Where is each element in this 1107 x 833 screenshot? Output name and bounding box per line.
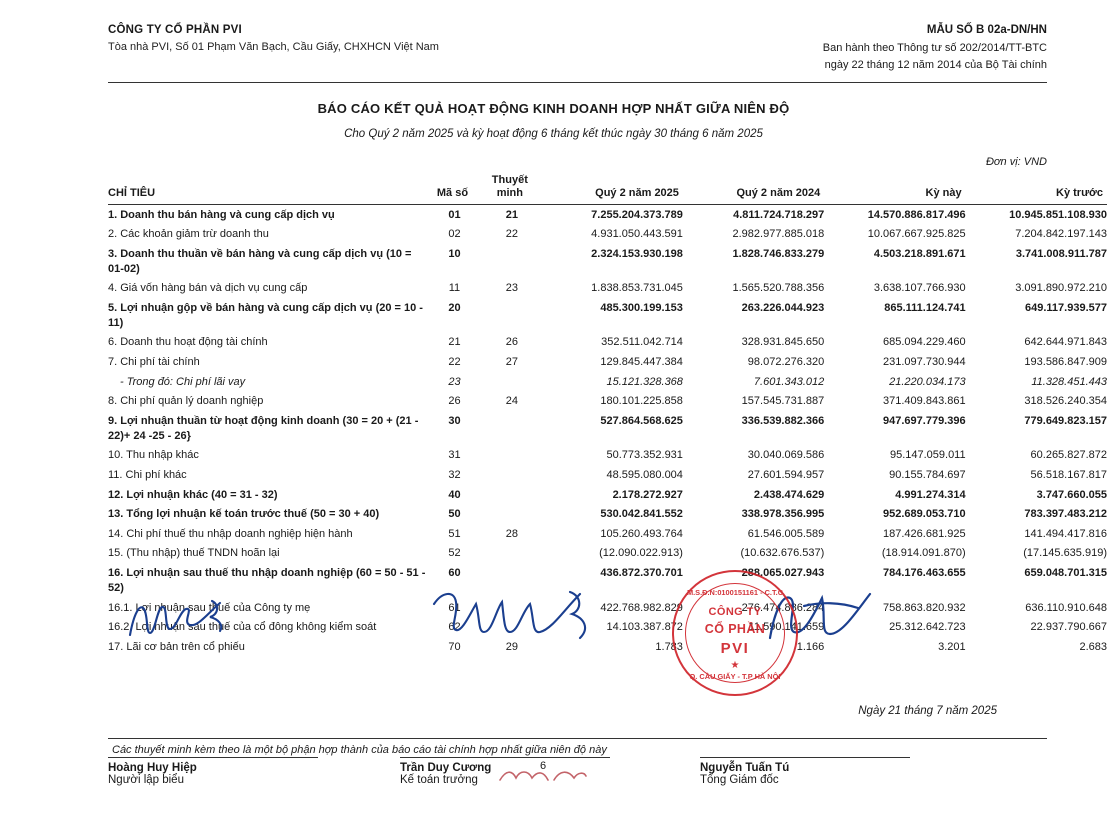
row-value-prior-period: 636.110.910.648 — [1025, 601, 1107, 614]
row-code: 01 — [448, 208, 461, 221]
form-code: MẪU SỐ B 02a-DN/HN — [926, 24, 1047, 36]
row-label: 13. Tổng lợi nhuận kế toán trước thuế (50 = 30 + 40) — [108, 508, 380, 521]
col-header-label: CHỈ TIÊU — [108, 172, 427, 205]
income-statement-table — [108, 172, 1107, 657]
page-title: BÁO CÁO KẾT QUẢ HOẠT ĐỘNG KINH DOANH HỢP NHẤT GIỮA NIÊN ĐỘ — [317, 100, 790, 116]
table-row — [108, 446, 1107, 466]
seal-line-1: CÔNG TY — [708, 606, 762, 618]
row-value-q2-2025: 7.255.204.373.789 — [591, 208, 683, 221]
table-row — [108, 618, 1107, 638]
row-value-current-period: 3.201 — [938, 640, 966, 653]
row-value-q2-2024: 2.982.977.885.018 — [732, 228, 825, 241]
table-row — [108, 279, 1107, 299]
row-label: 8. Chi phí quản lý doanh nghiệp — [108, 395, 264, 408]
row-value-q2-2025: 180.101.225.858 — [600, 395, 683, 408]
col-header-note-line1: Thuyết — [491, 173, 528, 186]
row-note — [482, 372, 542, 392]
row-note: 29 — [505, 640, 518, 653]
row-value-current-period: 231.097.730.944 — [883, 356, 966, 369]
row-value-q2-2025: 129.845.447.384 — [600, 356, 683, 369]
row-value-current-period: 4.503.218.891.671 — [873, 247, 966, 260]
row-value-prior-period: 783.397.483.212 — [1024, 508, 1107, 521]
row-value-q2-2024: 2.438.474.629 — [753, 488, 825, 501]
table-row — [108, 485, 1107, 505]
row-value-prior-period: 7.204.842.197.143 — [1015, 228, 1107, 241]
table-row — [108, 299, 1107, 333]
row-note — [482, 505, 542, 525]
signature-block-ceo — [700, 757, 910, 786]
row-label: 10. Thu nhập khác — [108, 449, 199, 462]
row-label: 17. Lãi cơ bản trên cổ phiếu — [108, 640, 245, 653]
row-value-prior-period: 779.649.823.157 — [1024, 414, 1107, 427]
row-value-q2-2025: 485.300.199.153 — [600, 301, 683, 314]
signature-block-preparer — [108, 757, 318, 786]
row-value-q2-2025: 1.783 — [655, 640, 683, 653]
row-code: 23 — [448, 375, 461, 388]
row-value-prior-period: 642.644.971.843 — [1024, 336, 1107, 349]
row-note: 23 — [505, 282, 518, 295]
col-header-code: Mã số — [427, 172, 482, 205]
table-row — [108, 412, 1107, 446]
row-value-q2-2024: 27.601.594.957 — [747, 468, 825, 481]
row-label: 16.1. Lợi nhuận sau thuế của Công ty mẹ — [108, 601, 311, 614]
issued-line-1: Ban hành theo Thông tư số 202/2014/TT-BTC — [822, 41, 1047, 54]
footer-divider — [108, 738, 1047, 739]
row-label: 16.2. Lợi nhuận sau thuế của cổ đông không kiểm soát — [108, 621, 377, 634]
row-value-current-period: 947.697.779.396 — [883, 414, 966, 427]
row-value-q2-2025: 50.773.352.931 — [606, 449, 683, 462]
row-value-prior-period: 193.586.847.909 — [1024, 356, 1107, 369]
row-value-q2-2025: (12.090.022.913) — [599, 547, 683, 560]
row-value-prior-period: 11.328.451.443 — [1031, 375, 1107, 388]
row-label: 2. Các khoản giảm trừ doanh thu — [108, 228, 269, 241]
row-note — [482, 412, 542, 446]
row-value-current-period: 952.689.053.710 — [883, 508, 966, 521]
row-value-q2-2024: 157.545.731.887 — [741, 395, 825, 408]
header-left — [108, 22, 439, 56]
row-note: 21 — [505, 208, 518, 221]
row-value-prior-period: 649.117.939.577 — [1025, 301, 1107, 314]
row-value-prior-period: 60.265.827.872 — [1030, 449, 1107, 462]
row-value-current-period: 865.111.124.741 — [884, 301, 966, 314]
row-value-prior-period: 22.937.790.667 — [1030, 621, 1107, 634]
company-address: Tòa nhà PVI, Số 01 Phạm Văn Bạch, Cầu Giấy, CHXHCN Việt Nam — [108, 41, 439, 54]
row-value-prior-period: 3.741.008.911.787 — [1015, 247, 1107, 260]
row-value-current-period: 21.220.034.173 — [889, 375, 966, 388]
row-label: 4. Giá vốn hàng bán và dịch vụ cung cấp — [108, 282, 308, 295]
table-row — [108, 544, 1107, 564]
row-value-current-period: 187.426.681.925 — [883, 527, 966, 540]
signer-role: Tổng Giám đốc — [700, 774, 779, 787]
table-row — [108, 353, 1107, 373]
row-value-current-period: 25.312.642.723 — [889, 621, 966, 634]
table-row — [108, 466, 1107, 486]
row-label: 16. Lợi nhuận sau thuế thu nhập doanh nghiệp (60 = 50 - 51 - 52) — [108, 567, 426, 594]
row-value-q2-2024: 263.226.044.923 — [741, 301, 825, 314]
row-code: 02 — [448, 228, 461, 241]
row-value-current-period: 758.863.820.932 — [883, 601, 966, 614]
row-note: 22 — [505, 228, 518, 241]
page-number: 6 — [540, 760, 547, 772]
row-value-q2-2024: 1.565.520.788.356 — [732, 282, 825, 295]
row-value-current-period: 784.176.463.655 — [883, 567, 966, 580]
signer-name: Hoàng Huy Hiệp — [108, 762, 197, 775]
issued-line-2: ngày 22 tháng 12 năm 2014 của Bộ Tài chính — [824, 58, 1047, 71]
row-note — [482, 544, 542, 564]
row-label: 14. Chi phí thuế thu nhập doanh nghiệp hiện hành — [108, 527, 353, 540]
row-value-prior-period: 3.747.660.055 — [1036, 488, 1107, 501]
row-value-q2-2024: 336.539.882.366 — [741, 414, 825, 427]
signer-role: Kế toán trưởng — [400, 774, 478, 787]
page-subtitle: Cho Quý 2 năm 2025 và kỳ hoạt động 6 tháng kết thúc ngày 30 tháng 6 năm 2025 — [344, 127, 763, 140]
row-note — [482, 244, 542, 278]
row-value-q2-2024: 1.166 — [796, 640, 825, 653]
table-row — [108, 637, 1107, 657]
row-note — [482, 299, 542, 333]
signing-date: Ngày 21 tháng 7 năm 2025 — [858, 705, 997, 717]
row-value-current-period: 4.991.274.314 — [895, 488, 966, 501]
table-row — [108, 524, 1107, 544]
row-value-q2-2024: 276.474.886.284 — [741, 601, 825, 614]
row-value-q2-2025: 1.838.853.731.045 — [591, 282, 683, 295]
table-row — [108, 392, 1107, 412]
table-row — [108, 372, 1107, 392]
row-code: 52 — [448, 547, 461, 560]
company-name: CÔNG TY CỔ PHẦN PVI — [108, 24, 242, 36]
row-note: 28 — [505, 527, 518, 540]
row-code: 26 — [448, 395, 461, 408]
row-value-q2-2024: 1.828.746.833.279 — [732, 247, 825, 260]
row-value-q2-2024: 98.072.276.320 — [747, 356, 825, 369]
row-note: 24 — [505, 395, 518, 408]
header-right — [823, 22, 1047, 74]
row-note: 26 — [505, 336, 518, 349]
row-label: - Trong đó: Chi phí lãi vay — [120, 375, 246, 388]
row-label: 7. Chi phí tài chính — [108, 356, 200, 369]
col-header-current-period: Kỳ này — [824, 172, 965, 205]
row-value-q2-2024: 11.590.141.659 — [748, 621, 825, 634]
row-value-q2-2025: 352.511.042.714 — [601, 336, 683, 349]
row-code: 40 — [448, 488, 461, 501]
row-value-prior-period: 2.683 — [1079, 640, 1107, 653]
signature-line — [400, 757, 610, 758]
row-value-q2-2024: 338.978.356.995 — [741, 508, 825, 521]
row-value-q2-2025: 436.872.370.701 — [600, 567, 683, 580]
document-header — [0, 0, 1107, 74]
row-value-q2-2025: 15.121.328.368 — [606, 375, 683, 388]
bottom-ink-mark — [498, 768, 588, 785]
row-value-q2-2025: 4.931.050.443.591 — [591, 228, 683, 241]
row-value-q2-2024: 328.931.845.650 — [741, 336, 825, 349]
seal-arc-bottom-text: Q. CẦU GIẤY - T.P HÀ NỘI — [689, 672, 781, 681]
row-value-prior-period: (17.145.635.919) — [1023, 547, 1107, 560]
table-row — [108, 564, 1107, 598]
row-value-current-period: 95.147.059.011 — [889, 449, 966, 462]
row-value-q2-2025: 422.768.982.829 — [600, 601, 683, 614]
row-label: 6. Doanh thu hoạt động tài chính — [108, 336, 268, 349]
signer-name: Nguyễn Tuấn Tú — [700, 762, 790, 775]
row-value-q2-2025: 527.864.568.625 — [600, 414, 683, 427]
row-label: 15. (Thu nhập) thuế TNDN hoãn lại — [108, 547, 280, 560]
row-code: 31 — [448, 449, 461, 462]
col-header-note-line2: minh — [496, 186, 523, 199]
col-header-q2-2025: Quý 2 năm 2025 — [542, 172, 683, 205]
row-value-current-period: 685.094.229.460 — [883, 336, 966, 349]
row-code: 21 — [448, 336, 461, 349]
row-label: 12. Lợi nhuận khác (40 = 31 - 32) — [108, 488, 278, 501]
table-row — [108, 333, 1107, 353]
row-value-current-period: 90.155.784.697 — [889, 468, 966, 481]
row-code: 10 — [448, 247, 461, 260]
row-value-q2-2025: 530.042.841.552 — [600, 508, 683, 521]
row-value-prior-period: 56.518.167.817 — [1030, 468, 1107, 481]
company-seal-stamp — [672, 570, 798, 696]
row-value-q2-2024: 288.065.027.943 — [741, 567, 825, 580]
row-value-current-period: 3.638.107.766.930 — [873, 282, 966, 295]
col-header-note — [482, 172, 542, 205]
signer-role: Người lập biểu — [108, 774, 184, 787]
row-value-q2-2024: 61.546.005.589 — [747, 527, 825, 540]
table-header-row — [108, 172, 1107, 205]
col-header-prior-period: Kỳ trước — [966, 172, 1107, 205]
row-value-current-period: 14.570.886.817.496 — [867, 208, 966, 221]
row-value-prior-period: 659.048.701.315 — [1024, 567, 1107, 580]
row-label: 11. Chi phí khác — [108, 468, 187, 481]
row-code: 70 — [448, 640, 461, 653]
row-code: 50 — [448, 508, 461, 521]
row-code: 22 — [448, 356, 461, 369]
col-header-q2-2024: Quý 2 năm 2024 — [683, 172, 824, 205]
row-value-q2-2024: 30.040.069.586 — [747, 449, 825, 462]
row-code: 30 — [448, 414, 461, 427]
row-code: 20 — [448, 301, 461, 314]
row-note — [482, 485, 542, 505]
row-note — [482, 466, 542, 486]
row-value-q2-2025: 14.103.387.872 — [606, 621, 683, 634]
table-row — [108, 598, 1107, 618]
table-row — [108, 205, 1107, 225]
row-value-q2-2024: 4.811.724.718.297 — [733, 208, 825, 221]
row-label: 9. Lợi nhuận thuần từ hoạt động kinh doanh (30 = 20 + (21 - 22)+ 24 -25 - 26} — [108, 414, 419, 442]
row-note — [482, 446, 542, 466]
table-row — [108, 225, 1107, 245]
row-value-q2-2025: 48.595.080.004 — [606, 468, 683, 481]
row-value-q2-2025: 2.324.153.930.198 — [591, 247, 683, 260]
row-value-current-period: 371.409.843.861 — [883, 395, 966, 408]
row-value-prior-period: 318.526.240.354 — [1024, 395, 1107, 408]
seal-line-2: CỔ PHẦN — [704, 622, 766, 636]
row-value-prior-period: 10.945.851.108.930 — [1009, 208, 1107, 221]
table-row — [108, 244, 1107, 278]
table-body — [108, 205, 1107, 657]
row-value-q2-2024: (10.632.676.537) — [740, 547, 825, 560]
table-row — [108, 505, 1107, 525]
signature-line — [108, 757, 318, 758]
signer-name: Trần Duy Cương — [400, 762, 492, 775]
row-code: 32 — [448, 468, 461, 481]
row-code: 62 — [448, 621, 461, 634]
row-label: 3. Doanh thu thuần về bán hàng và cung cấp dịch vụ (10 = 01-02) — [108, 247, 412, 275]
row-note — [482, 618, 542, 638]
row-value-current-period: 10.067.667.925.825 — [867, 228, 966, 241]
row-value-prior-period: 141.494.417.816 — [1024, 527, 1107, 540]
row-value-q2-2025: 105.260.493.764 — [600, 527, 683, 540]
row-note — [482, 598, 542, 618]
row-value-q2-2024: 7.601.343.012 — [753, 375, 825, 388]
footer-note: Các thuyết minh kèm theo là một bộ phận hợp thành của báo cáo tài chính hợp nhất giữa niên độ này — [112, 744, 607, 756]
seal-line-3: PVI — [720, 640, 750, 657]
row-value-q2-2025: 2.178.272.927 — [612, 488, 683, 501]
signature-line — [700, 757, 910, 758]
row-label: 1. Doanh thu bán hàng và cung cấp dịch vụ — [108, 208, 335, 221]
row-label: 5. Lợi nhuận gộp về bán hàng và cung cấp dịch vụ (20 = 10 - 11) — [108, 301, 423, 329]
seal-arc-top-text: M.S.Đ.N:0100151161 - C.T.C — [686, 588, 784, 597]
row-value-prior-period: 3.091.890.972.210 — [1015, 282, 1107, 295]
header-divider — [108, 82, 1047, 83]
row-value-current-period: (18.914.091.870) — [881, 547, 966, 560]
row-note: 27 — [505, 356, 518, 369]
row-code: 51 — [448, 527, 461, 540]
row-code: 61 — [448, 601, 461, 614]
currency-unit: Đơn vị: VND — [985, 155, 1047, 168]
seal-star-icon: ★ — [730, 660, 740, 671]
row-code: 60 — [448, 567, 461, 580]
row-note — [482, 564, 542, 598]
row-code: 11 — [448, 282, 461, 295]
